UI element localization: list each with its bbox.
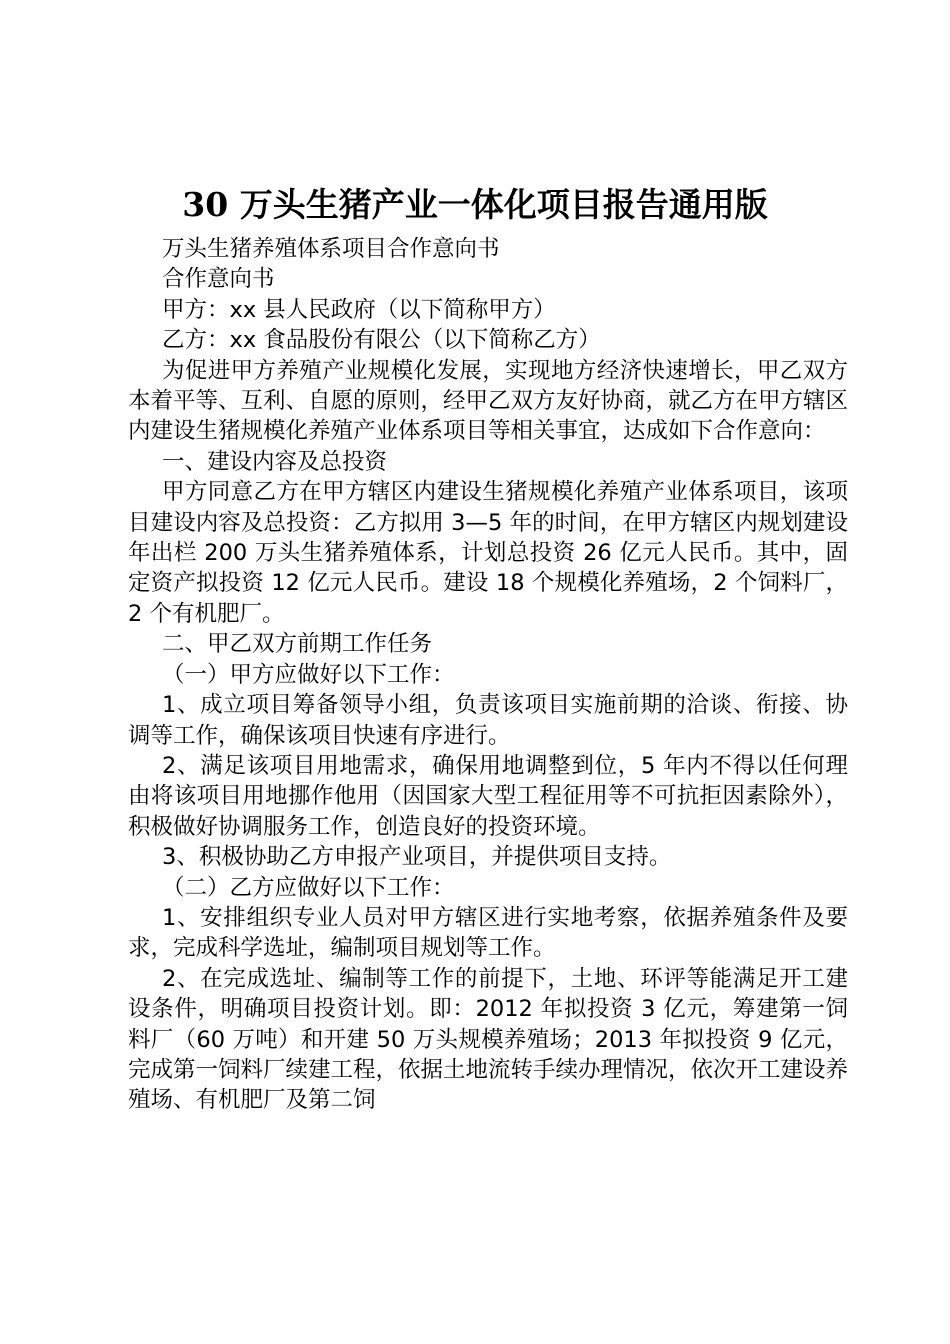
party-a-task-1: 1、成立项目筹备领导小组，负责该项目实施前期的洽谈、衔接、协调等工作，确保该项目快速有序进行。 bbox=[128, 692, 848, 749]
document-body bbox=[128, 234, 848, 1116]
party-b-line: 乙方：xx 食品股份有限公（以下简称乙方） bbox=[162, 327, 601, 354]
document-title: 30 万头生猪产业一体化项目报告通用版 bbox=[182, 185, 768, 224]
party-a-task-3: 3、积极协助乙方申报产业项目，并提供项目支持。 bbox=[162, 844, 672, 871]
section-1-heading: 一、建设内容及总投资 bbox=[162, 448, 388, 475]
subtitle-paragraph: 万头生猪养殖体系项目合作意向书 bbox=[162, 236, 500, 262]
section-2-heading: 二、甲乙双方前期工作任务 bbox=[162, 631, 433, 658]
party-a-line: 甲方：xx 县人民政府（以下简称甲方） bbox=[162, 296, 556, 323]
section-1-paragraph: 甲方同意乙方在甲方辖区内建设生猪规模化养殖产业体系项目，该项目建设内容及总投资：乙方拟用 3—5 年的时间，在甲方辖区内规划建设年出栏 200 万头生猪养殖体系，计划总投资 26 亿元人民币。其中，固定资产拟投资 12 亿元人民币。建设 18 个规模化养殖场，2 个饲料厂，2 个有机肥厂。 bbox=[128, 479, 848, 627]
party-b-task-2: 2、在完成选址、编制等工作的前提下，土地、环评等能满足开工建设条件，明确项目投资计划。即：2012 年拟投资 3 亿元，筹建第一饲料厂（60 万吨）和开建 50 万头规模养殖场；2013 年拟投资 9 亿元，完成第一饲料厂续建工程，依据土地流转手续办理情况，依次开工建设养殖场、有机肥厂及第二饲 bbox=[128, 965, 849, 1114]
party-b-task-1: 1、安排组织专业人员对甲方辖区进行实地考察，依据养殖条件及要求，完成科学选址，编制项目规划等工作。 bbox=[128, 904, 848, 962]
party-a-task-2: 2、满足该项目用地需求，确保用地调整到位，5 年内不得以任何理由将该项目用地挪作他用（因国家大型工程征用等不可抗拒因素除外），积极做好协调服务工作，创造良好的投资环境。 bbox=[128, 752, 848, 840]
intro-paragraph: 为促进甲方养殖产业规模化发展，实现地方经济快速增长，甲乙双方本着平等、互利、自愿的原则，经甲乙双方友好协商，就乙方在甲方辖区内建设生猪规模化养殖产业体系项目等相关事宜，达成如下合作意向： bbox=[128, 357, 849, 445]
intent-heading: 合作意向书 bbox=[162, 266, 275, 293]
party-b-tasks-heading: （二）乙方应做好以下工作： bbox=[162, 874, 455, 901]
party-a-tasks-heading: （一）甲方应做好以下工作： bbox=[162, 661, 455, 688]
